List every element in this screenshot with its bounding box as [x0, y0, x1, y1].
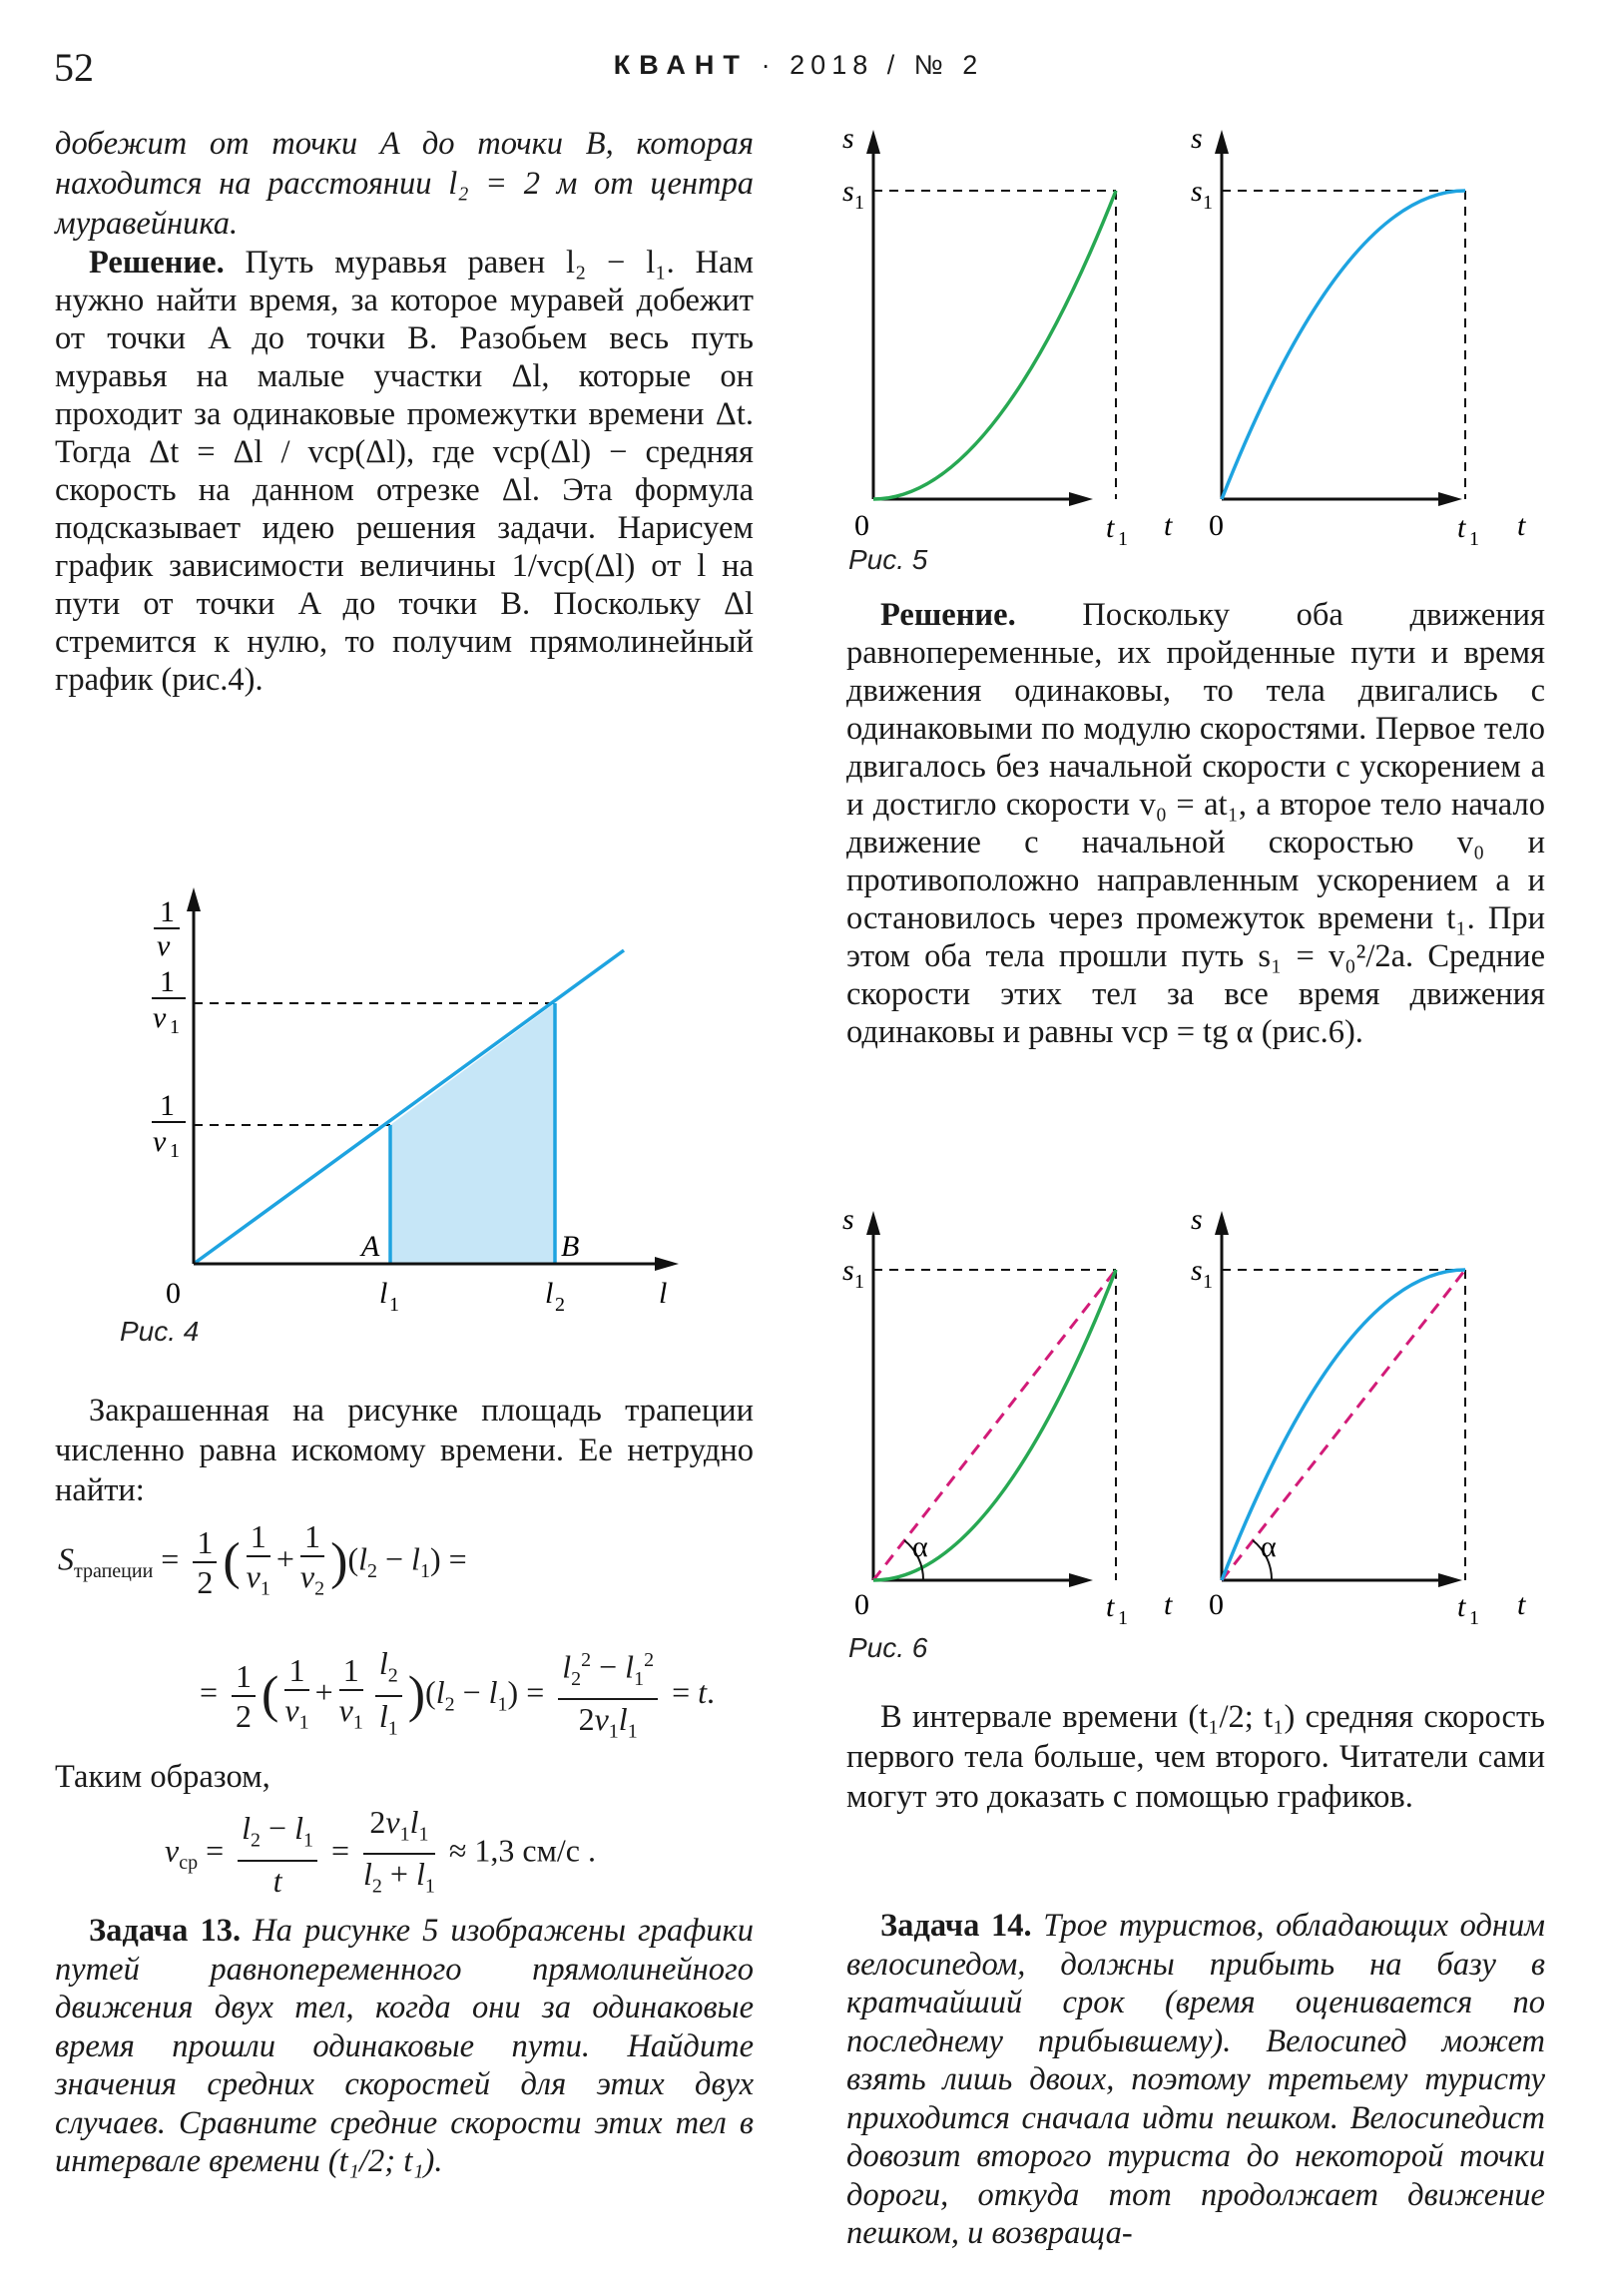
running-header: [0, 50, 1597, 81]
fig6-left-magenta-chord: [873, 1270, 1116, 1580]
fig5-right-s1-sub: 1: [1203, 192, 1213, 214]
fig6-graph-right: [1215, 1211, 1465, 1587]
solution-label: Решение.: [89, 245, 225, 281]
solution-text: Путь муравья равен l₂ − l₁. Нам нужно найти время, за которое муравей добежит от точки A до точки B. Разобьем весь путь муравья на малые участки Δl, которые он проходит за одинаковые промежутки времени Δt. Тогда Δt = Δl / vср(Δl), где vср(Δl) − средняя скорость на данном отрезке Δl. Эта формула подсказывает идею решения задачи. Нарисуем график зависимости величины 1/vср(Δl) от l на пути от точки A до точки B. Поскольку Δl стремится к нулю, то получим прямолинейный график (рис.4).: [55, 245, 755, 698]
figure-4: [100, 883, 699, 1348]
x-axis-arrow: [655, 1257, 679, 1271]
fig6-right-s1: s: [1191, 1254, 1203, 1287]
label-l1-sub: 1: [389, 1294, 399, 1316]
task13-label: Задача 13.: [89, 1913, 242, 1949]
fig6-green-curve: [873, 1270, 1116, 1580]
fig5-right-t1: t: [1457, 511, 1466, 544]
fig6-right-alpha: α: [1261, 1530, 1277, 1563]
interval-paragraph: [846, 1697, 1545, 1817]
task14-text: Трое туристов, обладающих одним велосипедом, должны прибыть на базу в кратчайший срок (время оценивается по последнему прибывшему). Велосипед может взять лишь двоих, поэтому третьему туристу приходится сначала идти пешком. Велосипедист довозит второго туриста до некоторой точки дороги, откуда тот продолжает движение пешком, и возвраща-: [846, 1908, 1546, 2251]
fig5-left-s1: s: [842, 175, 854, 208]
page-number: 52: [54, 45, 94, 90]
fig5-left-zero: 0: [854, 509, 869, 542]
y-axis-arrow: [187, 887, 201, 911]
label-1-v2-sub: 1: [170, 1016, 180, 1038]
fig6-graph-left: [866, 1211, 1116, 1587]
fig5-graph-right: [1215, 130, 1465, 506]
fig5-cyan-curve: [1222, 191, 1465, 499]
label-A: A: [361, 1230, 380, 1263]
label-zero: 0: [166, 1277, 181, 1310]
y-axis-v: v: [157, 929, 171, 962]
fig6-right-s: s: [1191, 1203, 1203, 1236]
fig5-right-t: t: [1517, 509, 1526, 542]
header-dot: ·: [761, 50, 791, 80]
label-l2-sub: 2: [555, 1294, 565, 1316]
thus-line: Таким образом,: [55, 1759, 270, 1795]
fig6-right-t1: t: [1457, 1590, 1466, 1623]
fig6-right-t1-sub: 1: [1469, 1607, 1479, 1629]
fig5-left-t: t: [1164, 509, 1173, 542]
label-B: B: [561, 1230, 580, 1263]
left-column: [55, 124, 754, 699]
fig6-left-s1-sub: 1: [854, 1271, 864, 1293]
label-1-v2-num: 1: [160, 965, 175, 998]
fig5-left-t1-sub: 1: [1118, 528, 1128, 550]
label-l1: l: [379, 1277, 388, 1310]
task14-label: Задача 14.: [880, 1908, 1032, 1944]
y-axis-1: 1: [160, 895, 175, 928]
label-1-v1-sub: 1: [170, 1140, 180, 1162]
task14-paragraph: [846, 1907, 1545, 2253]
fig6-left-t1-sub: 1: [1118, 1607, 1128, 1629]
fig6-left-alpha: α: [912, 1530, 928, 1563]
fig6-right-t: t: [1517, 1588, 1526, 1621]
right-solution: [846, 596, 1545, 1051]
fig6-caption: Рис. 6: [848, 1632, 928, 1663]
fig5-right-s1: s: [1191, 175, 1203, 208]
figure-6: [836, 1191, 1555, 1630]
journal-name: КВАНТ: [613, 50, 749, 80]
task13-paragraph: [55, 1912, 754, 2181]
label-1-v2-den: v: [153, 1001, 167, 1034]
fig4-caption: Рис. 4: [120, 1316, 200, 1347]
fig5-green-curve: [873, 191, 1116, 499]
trapezoid-paragraph: Закрашенная на рисунке площадь трапеции численно равна искомому времени. Ее нетрудно найти:: [55, 1393, 754, 1508]
fig6-cyan-curve: [1222, 1270, 1465, 1580]
problem-end-text: добежит от точки A до точки B, которая находится на расстоянии l₂ = 2 м от центра муравейника.: [55, 126, 754, 242]
fig6-left-zero: 0: [854, 1588, 869, 1621]
trapezoid-formula-1: $S_{трапеции}$ = $\frac{1}{2}$ ( $\frac{1}{v_1}$ + $\frac{1}{v_2}$ )$(l_2 - l_1)$ =: [58, 1518, 467, 1601]
fig5-left-s: s: [842, 122, 854, 155]
fig5-right-s: s: [1191, 122, 1203, 155]
label-l-axis: l: [659, 1277, 668, 1310]
fig6-right-magenta-chord: [1222, 1270, 1465, 1580]
label-1-v1-den: v: [153, 1125, 167, 1158]
result-value: ≈ 1,3 см/с .: [448, 1832, 596, 1869]
fig6-right-s1-sub: 1: [1203, 1271, 1213, 1293]
label-1-v1-num: 1: [160, 1089, 175, 1122]
task13-text: На рисунке 5 изображены графики путей равнопеременного прямолинейного движения двух тел, когда они за одинаковые время прошли одинаковые пути. Найдите значения средних скоростей для этих двух случаев. Сравните средние скорости этих тел в интервале времени (t₁/2; t₁).: [55, 1913, 754, 2179]
fig6-left-t1: t: [1106, 1590, 1115, 1623]
figure-5: [836, 118, 1555, 557]
fig6-left-t: t: [1164, 1588, 1173, 1621]
fig5-right-zero: 0: [1209, 509, 1224, 542]
fig5-right-t1-sub: 1: [1469, 528, 1479, 550]
solution-paragraph: [55, 244, 754, 699]
fig6-left-s1: s: [842, 1254, 854, 1287]
fig6-left-s: s: [842, 1203, 854, 1236]
left-column-lower: [55, 1391, 754, 1510]
result-formula: $v_{ср}$ = $\frac{l_2 - l_1}{t}$ = $\frac{2v_1l_1}{l_2 + l_1}$ ≈ 1,3 см/с .: [165, 1804, 596, 1899]
fig5-graph-left: [866, 130, 1116, 506]
trapezoid-formula-2: = $\frac{1}{2}$ ( $\frac{1}{v_1}$ + $\frac{1}{v_1}$ $\frac{l_2}{l_1}$ )$(l_2 - l_1)$ = $\frac{l_2^2 - l_1^2}{2v_1l_1}$ = t.: [200, 1641, 715, 1750]
shaded-trapezoid: [390, 1003, 555, 1264]
fig5-caption: Рис. 5: [848, 544, 928, 575]
issue-number: 2018 / № 2: [790, 50, 984, 80]
label-l2: l: [545, 1277, 554, 1310]
interval-text: В интервале времени (t₁/2; t₁) средняя скорость первого тела больше, чем второго. Читатели сами могут это доказать с помощью графиков.: [846, 1699, 1545, 1815]
fig6-right-zero: 0: [1209, 1588, 1224, 1621]
fig5-left-t1: t: [1106, 511, 1115, 544]
fig5-left-s1-sub: 1: [854, 192, 864, 214]
right-solution-text: Поскольку оба движения равнопеременные, их пройденные пути и время движения одинаковы, то тела двигались с одинаковыми по модулю скоростями. Первое тело двигалось без начальной скорости с ускорением a и достигло скорости v₀ = at₁, а второе тело начало движение с начальной скоростью v₀ и противоположно направленным ускорением a и остановилось через промежуток времени t₁. При этом оба тела прошли путь s₁ = v₀²/2a. Средние скорости этих тел за все время движения одинаковы и равны vср = tg α (рис.6).: [846, 597, 1545, 1050]
right-solution-label: Решение.: [880, 597, 1016, 633]
